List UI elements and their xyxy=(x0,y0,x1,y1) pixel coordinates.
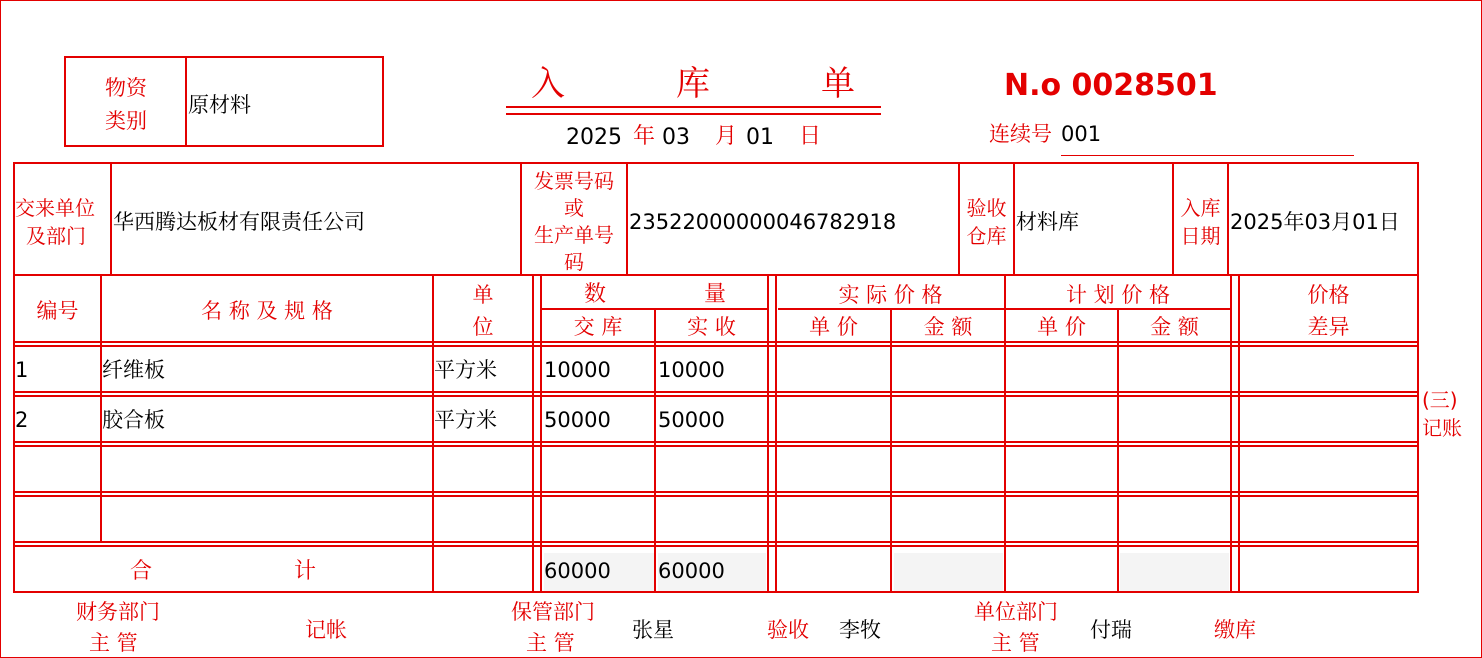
grid-top-border xyxy=(13,274,1419,276)
row-name: 胶合板 xyxy=(102,408,165,432)
category-value: 原材料 xyxy=(188,93,251,117)
invoice-label-2: 或 xyxy=(564,196,584,220)
footer-bookkeeping: 记帐 xyxy=(305,618,347,642)
footer-dept-1: 单位部门 xyxy=(974,600,1058,624)
supplier-label-2: 及部门 xyxy=(26,224,86,248)
supplier-value: 华西腾达板材有限责任公司 xyxy=(113,210,365,234)
grid-col-line-delivered xyxy=(654,308,656,593)
col-header-diff-1: 价格 xyxy=(1307,283,1350,307)
col-header-plan-price: 计 划 价 格 xyxy=(1065,283,1171,307)
total-received: 60000 xyxy=(658,559,725,583)
row-delivered: 50000 xyxy=(544,408,611,432)
grid-row-line-1 xyxy=(13,391,1419,393)
category-label-2: 类别 xyxy=(105,109,147,133)
date-month-label: 月 xyxy=(715,124,738,149)
footer-inspect: 验收 xyxy=(767,618,809,642)
col-header-name: 名 称 及 规 格 xyxy=(201,299,333,323)
row-unit: 平方米 xyxy=(434,408,497,432)
grid-row-line-4 xyxy=(13,541,1419,543)
col-header-received: 实 收 xyxy=(687,315,736,339)
footer-custody-name: 张星 xyxy=(632,618,674,642)
date-year-label: 年 xyxy=(633,124,656,149)
inspect-value: 材料库 xyxy=(1016,210,1079,234)
footer-dept-name: 付瑞 xyxy=(1090,618,1132,642)
footer-custody-2: 主 管 xyxy=(526,631,575,655)
inspect-label-2: 仓库 xyxy=(966,224,1007,248)
col-header-unit-2: 位 xyxy=(472,315,494,339)
title-char-1: 入 xyxy=(531,64,565,104)
total-shade-actual-amount xyxy=(894,553,1003,591)
total-label-2: 计 xyxy=(294,559,317,584)
col-header-qty-2: 量 xyxy=(704,282,727,307)
row-received: 10000 xyxy=(658,358,725,382)
info-divider-1 xyxy=(110,162,112,275)
col-header-delivered: 交 库 xyxy=(573,315,623,339)
grid-row-line-1b xyxy=(13,395,1419,397)
date-value: 2025年03月01日 xyxy=(1230,210,1400,234)
inspect-label-1: 验收 xyxy=(966,196,1007,220)
info-divider-5 xyxy=(1013,162,1015,275)
col-header-plan-unit: 单 价 xyxy=(1037,315,1086,339)
info-divider-4 xyxy=(958,162,960,275)
total-label-1: 合 xyxy=(130,559,153,584)
invoice-label-1: 发票号码 xyxy=(534,169,614,193)
supplier-label-1: 交来单位 xyxy=(15,196,95,220)
footer-finance-2: 主 管 xyxy=(89,631,138,655)
grid-bottom-border xyxy=(13,591,1419,593)
invoice-label-3: 生产单号 xyxy=(534,223,614,247)
grid-col-line-unit xyxy=(532,274,534,593)
receipt-number: N.o 0028501 xyxy=(1004,68,1218,103)
date-year: 2025 xyxy=(566,125,622,150)
info-divider-7 xyxy=(1227,162,1229,275)
serial-underline xyxy=(1061,155,1354,156)
row-name: 纤维板 xyxy=(102,358,165,382)
category-divider xyxy=(185,56,187,147)
serial-value: 001 xyxy=(1061,122,1102,146)
grid-col-line-plan xyxy=(1230,274,1232,593)
grid-header-bottom xyxy=(13,341,1419,343)
footer-finance-1: 财务部门 xyxy=(76,600,160,624)
category-label-1: 物资 xyxy=(105,76,147,100)
grid-row-line-3b xyxy=(13,495,1419,497)
row-delivered: 10000 xyxy=(544,358,611,382)
col-header-plan-amount: 金 额 xyxy=(1150,315,1199,339)
grid-col-line-plan-unit xyxy=(1117,308,1119,593)
grid-right-border xyxy=(1417,274,1419,593)
grid-col-line-actual-unit xyxy=(890,308,892,593)
grid-row-line-2b xyxy=(13,445,1419,447)
footer-custody-1: 保管部门 xyxy=(511,600,595,624)
info-divider-3 xyxy=(626,162,628,275)
title-underline-1 xyxy=(506,106,881,108)
serial-label: 连续号 xyxy=(989,122,1052,146)
col-header-actual-price: 实 际 价 格 xyxy=(838,283,943,307)
col-header-no: 编号 xyxy=(36,299,79,323)
grid-row-line-4b xyxy=(13,545,1419,547)
date-day: 01 xyxy=(746,125,774,150)
date-label-1: 入库 xyxy=(1180,196,1221,220)
side-note-copy: (三) xyxy=(1422,388,1458,412)
info-divider-6 xyxy=(1172,162,1174,275)
invoice-label-4: 码 xyxy=(564,250,584,274)
grid-row-line-3 xyxy=(13,491,1419,493)
row-no: 2 xyxy=(15,408,29,432)
footer-dept-2: 主 管 xyxy=(991,631,1040,655)
date-label-2: 日期 xyxy=(1180,224,1221,248)
footer-inspect-name: 李牧 xyxy=(839,618,881,642)
info-top-border xyxy=(13,162,1419,164)
date-month: 03 xyxy=(662,125,690,150)
footer-deliver: 缴库 xyxy=(1214,618,1256,642)
grid-col-line-received xyxy=(767,274,769,593)
title-char-3: 单 xyxy=(821,64,855,104)
date-day-label: 日 xyxy=(799,124,822,149)
total-shade-plan-amount xyxy=(1120,553,1229,591)
col-header-qty-1: 数 xyxy=(584,282,607,307)
col-header-actual-unit: 单 价 xyxy=(809,315,858,339)
col-header-actual-amount: 金 额 xyxy=(923,315,973,339)
row-no: 1 xyxy=(15,358,29,382)
title-underline-2 xyxy=(506,113,881,115)
total-delivered: 60000 xyxy=(544,559,611,583)
grid-row-line-2 xyxy=(13,441,1419,443)
grid-header-bottom-double xyxy=(13,345,1419,347)
info-right-border xyxy=(1417,162,1419,275)
side-note-label: 记账 xyxy=(1422,416,1462,440)
row-received: 50000 xyxy=(658,408,725,432)
col-header-unit-1: 单 xyxy=(472,283,494,307)
invoice-value: 23522000000046782918 xyxy=(629,210,897,234)
title-char-2: 库 xyxy=(676,64,710,104)
row-unit: 平方米 xyxy=(434,358,497,382)
col-header-diff-2: 差异 xyxy=(1307,315,1350,339)
